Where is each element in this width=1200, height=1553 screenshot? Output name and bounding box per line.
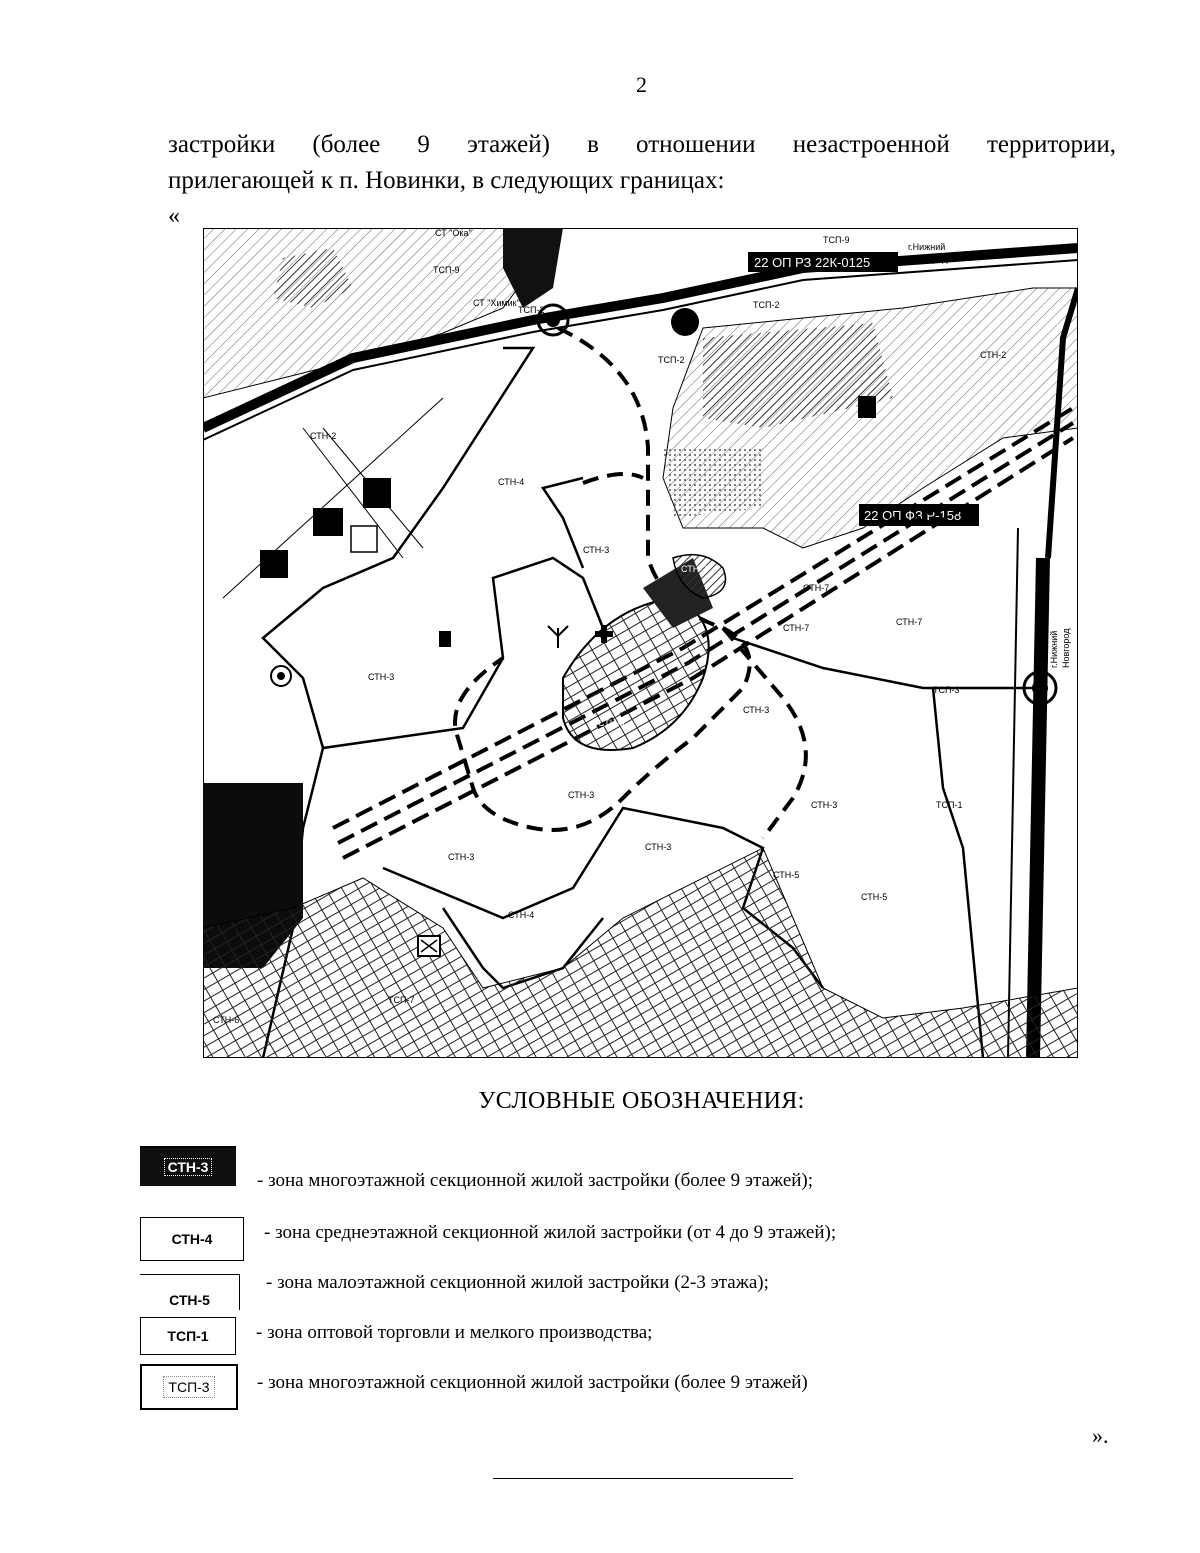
legend-code-sth3: СТН-3 <box>164 1158 213 1176</box>
zone-label-sth3-f: СТН-3 <box>448 852 475 862</box>
zone-label-tsp2-b: ТСП-2 <box>658 355 685 365</box>
paragraph-line-2: прилегающей к п. Новинки, в следующих границах: <box>168 167 725 194</box>
legend-swatch-tsp3 <box>140 1364 238 1410</box>
legend-swatch-tsp1 <box>140 1317 236 1355</box>
legend-code-tsp3: ТСП-3 <box>163 1376 214 1398</box>
zone-label-sth4-b: СТН-4 <box>508 910 535 920</box>
place-label-city-right-1: г.Нижний <box>1049 630 1059 668</box>
zone-label-tsp3: ТСП-3 <box>933 685 960 695</box>
zone-label-sth5-b: СТН-5 <box>861 892 888 902</box>
interchange-marker-2 <box>671 308 699 336</box>
zone-label-tsp2-c: ТСП-2 <box>753 300 780 310</box>
building-block-3 <box>351 526 377 552</box>
zone-label-sth3-dark-mid: СТН-3 <box>598 718 625 728</box>
legend-swatch-sth3 <box>140 1146 236 1186</box>
zone-label-sth3-d: СТН-3 <box>743 705 770 715</box>
zone-label-tsp2-a: ТСП-2 <box>518 305 545 315</box>
book-icon <box>439 631 451 647</box>
page-number: 2 <box>636 72 647 97</box>
zone-label-sth3-a: СТН-3 <box>583 545 610 555</box>
zone-label-tsp9-a: ТСП-9 <box>433 265 460 275</box>
legend-title: УСЛОВНЫЕ ОБОЗНАЧЕНИЯ: <box>478 1088 805 1114</box>
legend-swatch-sth4 <box>140 1217 244 1261</box>
regional-road-label: 22 ОП РЗ 22К-0125 <box>754 255 871 270</box>
federal-road-label: 22 ОП ФЗ Р-158 <box>864 508 962 523</box>
place-label-st-khimik: СТ "Химик" <box>473 298 520 308</box>
footer-rule <box>493 1478 793 1479</box>
legend-code-tsp1: ТСП-1 <box>167 1328 209 1344</box>
zone-label-sth2-a: СТН-2 <box>310 431 337 441</box>
legend-text-sth3: - зона многоэтажной секционной жилой застройки (более 9 этажей); <box>257 1170 814 1191</box>
zone-label-tsp1: ТСП-1 <box>936 800 963 810</box>
zone-label-tsp9-b: ТСП-9 <box>823 235 850 245</box>
zone-label-sth5-a: СТН-5 <box>773 870 800 880</box>
place-label-st-oka: СТ "Ока" <box>435 228 472 238</box>
zone-label-sth7-a: СТН-7 <box>803 583 830 593</box>
zone-label-sth7-c: СТН-7 <box>896 617 923 627</box>
northeast-dotted-block <box>663 448 763 518</box>
federal-road <box>1033 558 1043 1058</box>
opening-quote: « <box>168 203 180 229</box>
legend-text-tsp1: - зона оптовой торговли и мелкого производства; <box>256 1322 653 1343</box>
building-block-4 <box>260 550 288 578</box>
zone-label-sth3-e: СТН-3 <box>811 800 838 810</box>
zone-label-sth3-dark-top: СТН-3 <box>681 564 708 574</box>
legend-text-sth5: - зона малоэтажной секционной жилой застройки (2-3 этажа); <box>266 1272 769 1293</box>
zone-label-sth6: СТН-6 <box>213 1015 240 1025</box>
zone-label-sth2-b: СТН-2 <box>980 350 1007 360</box>
legend-code-sth4: СТН-4 <box>171 1231 213 1247</box>
legend-swatch-sth5 <box>140 1274 240 1310</box>
school-icon <box>418 936 440 956</box>
legend-text-tsp3: - зона многоэтажной секционной жилой застройки (более 9 этажей) <box>257 1372 808 1393</box>
intro-paragraph <box>168 127 1116 199</box>
zone-label-sth7-b: СТН-7 <box>783 623 810 633</box>
place-label-city-top-1: г.Нижний <box>908 242 946 252</box>
zone-label-sth3-g: СТН-3 <box>645 842 672 852</box>
building-block-5 <box>858 396 876 418</box>
zoning-map <box>203 228 1078 1058</box>
zone-label-sth4-a: СТН-4 <box>498 477 525 487</box>
paragraph-line-1: застройки (более 9 этажей) в отношении незастроенной территории, <box>168 131 1116 158</box>
zone-label-sth3-b: СТН-3 <box>368 672 395 682</box>
closing-quote: ». <box>1092 1423 1109 1448</box>
zone-label-tsp7: ТСП-7 <box>388 995 415 1005</box>
zone-label-sth3-c: СТН-3 <box>568 790 595 800</box>
legend-text-sth4: - зона среднеэтажной секционной жилой застройки (от 4 до 9 этажей); <box>264 1222 837 1243</box>
place-label-city-right-2: Новгород <box>1061 628 1071 668</box>
legend-code-sth5: СТН-5 <box>169 1291 210 1308</box>
place-label-city-top-2: Новгород <box>908 254 948 264</box>
